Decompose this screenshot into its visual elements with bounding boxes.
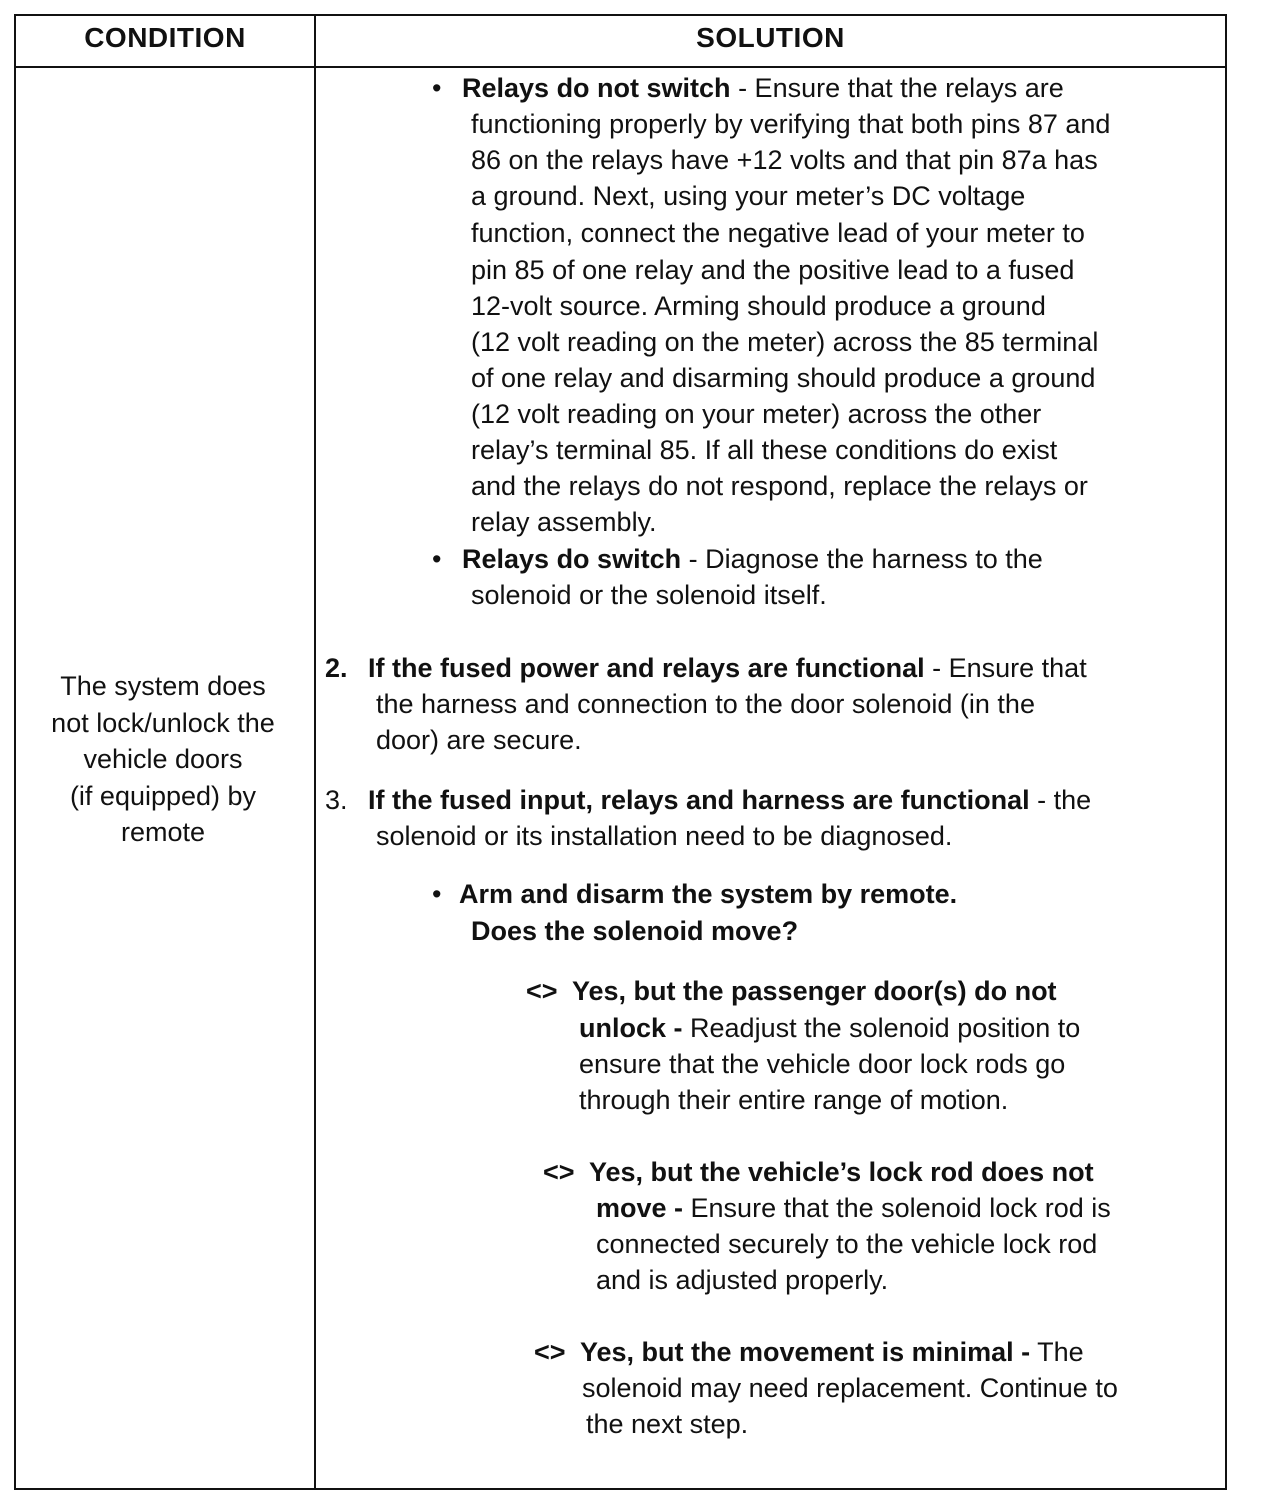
condition-cell [14,668,312,851]
bullet-marker: • [432,73,442,103]
bullet-line: (12 volt reading on your meter) across the other [471,399,1042,429]
answer-title: Yes, but the movement is minimal - [580,1337,1031,1367]
bullet-line: Relays do not switch - Ensure that the relays are [462,73,1064,103]
column-divider [314,16,316,1488]
condition-line: (if equipped) by [69,780,257,811]
bullet-line: and the relays do not respond, replace the relays or [471,471,1088,501]
answer-title: Yes, but the vehicle’s lock rod does not [589,1157,1094,1187]
bullet-line: of one relay and disarming should produce a ground [471,363,1096,393]
bullet-marker: • [432,879,442,909]
step-title: If the fused input, relays and harness are functional [368,785,1030,815]
answer-line: through their entire range of motion. [579,1085,1009,1115]
step-line: the harness and connection to the door solenoid (in the [376,689,1035,719]
answer-line: and is adjusted properly. [596,1265,889,1295]
answer-line: move - Ensure that the solenoid lock rod is [596,1193,1111,1223]
step-number: 2. [325,653,348,683]
answer-title: Yes, but the passenger door(s) do not [572,976,1057,1006]
bullet-line: Does the solenoid move? [471,916,799,946]
bullet-line: (12 volt reading on the meter) across the 85 terminal [471,327,1099,357]
bullet-line: a ground. Next, using your meter’s DC voltage [471,181,1026,211]
answer-marker: <> [534,1337,566,1367]
condition-line: remote [120,817,206,847]
step-line: If the fused input, relays and harness are functional - the [368,785,1092,815]
bullet-line: Relays do switch - Diagnose the harness to the [462,544,1043,574]
answer-title: unlock - [579,1013,683,1043]
condition-line: not lock/unlock the [51,707,275,738]
bullet-line: function, connect the negative lead of your meter to [471,218,1085,248]
bullet-line: relay’s terminal 85. If all these conditions do exist [471,435,1058,465]
bullet-title: Relays do switch [462,544,682,574]
answer-line: unlock - Readjust the solenoid position to [579,1013,1081,1043]
header-condition: CONDITION [84,22,246,53]
step-line: door) are secure. [376,725,582,755]
bullet-line: solenoid or the solenoid itself. [471,580,827,610]
header-divider [16,66,1225,68]
answer-line: ensure that the vehicle door lock rods go [579,1049,1066,1079]
step-line: solenoid or its installation need to be diagnosed. [376,821,953,851]
answer-title: move - [596,1193,684,1223]
condition-line: The system does [60,671,266,701]
bullet-title: Relays do not switch [462,73,731,103]
header-solution: SOLUTION [696,22,845,53]
answer-line: solenoid may need replacement. Continue to [582,1373,1118,1403]
step-line: If the fused power and relays are functional - Ensure that [368,653,1087,683]
bullet-line: functioning properly by verifying that both pins 87 and [471,109,1111,139]
bullet-line: pin 85 of one relay and the positive lead to a fused [471,255,1075,285]
answer-line: the next step. [586,1409,749,1439]
answer-line: connected securely to the vehicle lock rod [596,1229,1098,1259]
bullet-line: Arm and disarm the system by remote. [459,879,958,909]
step-number: 3. [325,785,348,815]
bullet-line: relay assembly. [471,507,657,537]
answer-marker: <> [526,976,558,1006]
step-title: If the fused power and relays are functional [368,653,925,683]
bullet-line: 86 on the relays have +12 volts and that pin 87a has [471,145,1098,175]
bullet-line: 12-volt source. Arming should produce a ground [471,291,1046,321]
bullet-marker: • [432,544,442,574]
answer-line: Yes, but the movement is minimal - The [580,1337,1084,1367]
condition-line: vehicle doors [83,744,243,774]
answer-marker: <> [543,1157,575,1187]
